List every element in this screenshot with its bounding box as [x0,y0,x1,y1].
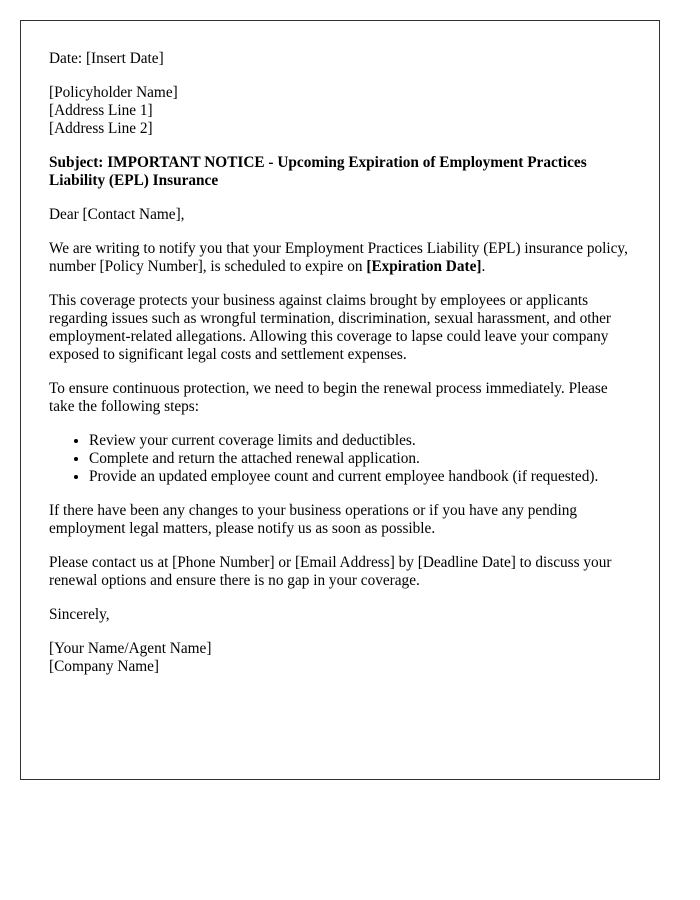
closing: Sincerely, [49,606,110,623]
list-item: • Complete and return the attached renewal application. [89,450,631,468]
coverage-paragraph: This coverage protects your business against claims brought by employees or applicants regarding issues such as wrongful termination, discrimination, sexual harassment, and other employment-related allegations. Allowing this coverage to lapse could leave your company exposed to significant legal costs and settlement expenses. [49,292,612,363]
salutation: Dear [Contact Name], [49,206,185,223]
list-item: • Review your current coverage limits and deductibles. [89,432,631,450]
signature-block [49,640,631,676]
renewal-paragraph: To ensure continuous protection, we need to begin the renewal process immediately. Please take the following steps: [49,380,608,415]
policyholder-name: [Policyholder Name] [49,84,178,101]
subject-line: Subject: IMPORTANT NOTICE - Upcoming Expiration of Employment Practices Liability (EPL) Insurance [49,154,587,189]
signer-name: [Your Name/Agent Name] [49,640,212,657]
intro-text: We are writing to notify you that your Employment Practices Liability (EPL) insurance policy, number [Policy Number], is scheduled to expire on [49,240,628,275]
address-line-1: [Address Line 1] [49,102,153,119]
intro-end: . [481,258,486,275]
list-item: • Provide an updated employee count and current employee handbook (if requested). [89,468,631,486]
changes-paragraph: If there have been any changes to your business operations or if you have any pending employment legal matters, please notify us as soon as possible. [49,502,578,537]
intro-paragraph [49,240,631,276]
signer-company: [Company Name] [49,658,160,675]
contact-paragraph: Please contact us at [Phone Number] or [Email Address] by [Deadline Date] to discuss your renewal options and ensure there is no gap in your coverage. [49,554,612,589]
recipient-address-block [49,84,631,138]
renewal-steps-list [49,432,631,486]
expiration-date: [Expiration Date] [366,258,482,275]
letter-document [20,20,660,780]
date-line: Date: [Insert Date] [49,50,164,67]
address-line-2: [Address Line 2] [49,120,153,137]
